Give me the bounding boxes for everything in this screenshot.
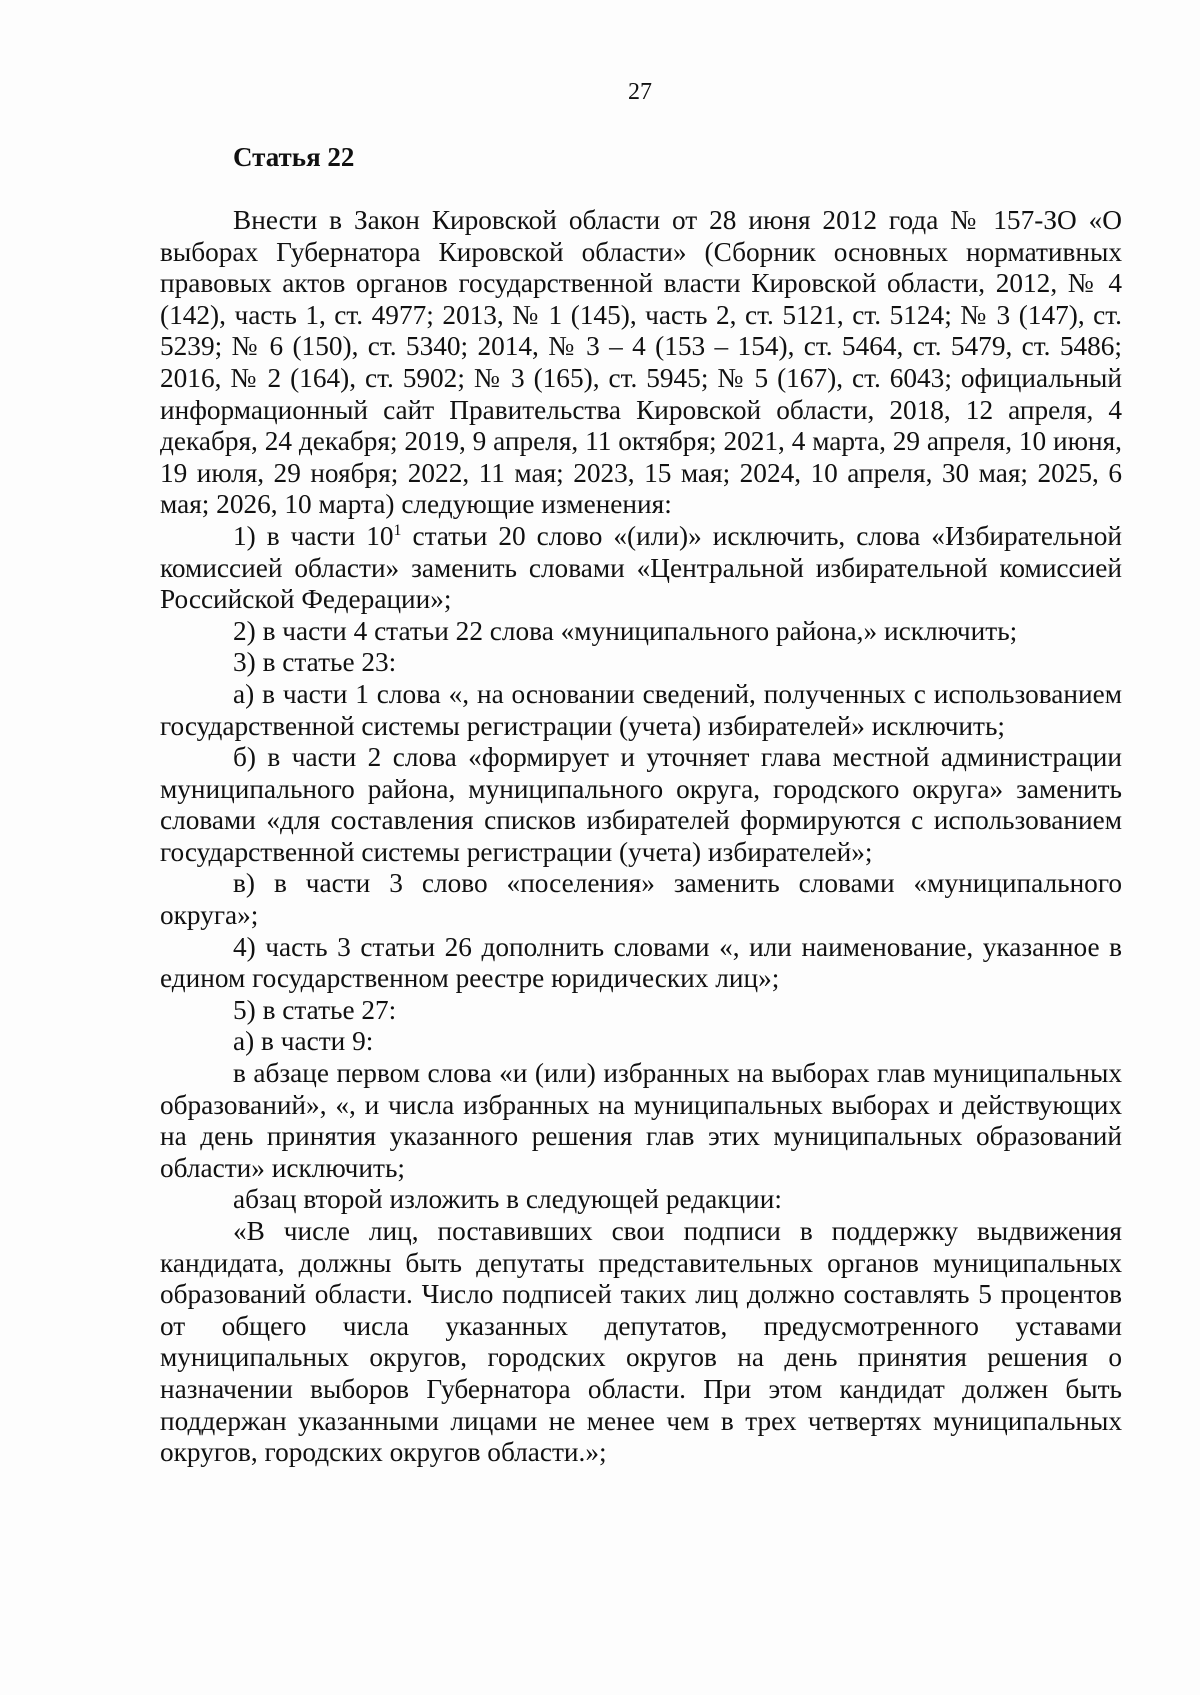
page-number: 27	[628, 79, 652, 105]
article-heading: Статья 22	[233, 142, 355, 172]
amendment-item-5a-paragraph-2: абзац второй изложить в следующей редакции:	[233, 1184, 782, 1215]
amendment-item-3b: б) в части 2 слова «формирует и уточняет глава местной администрации муниципального района, муниципального округа, городского округа» заменить словами «для составления списков избирателей формируются с использованием государственной системы регистрации (учета) избирателей»;	[160, 742, 1122, 867]
amendment-item-5a: а) в части 9:	[233, 1026, 374, 1057]
amendment-item-1	[160, 521, 1122, 616]
amendment-item-3a: а) в части 1 слова «, на основании сведений, полученных с использованием государственной системы регистрации (учета) избирателей» исключить;	[160, 678, 1122, 741]
amendment-item-4: 4) часть 3 статьи 26 дополнить словами «, или наименование, указанное в едином государственном реестре юридических лиц»;	[160, 931, 1122, 994]
superscript: 1	[393, 521, 402, 539]
amendment-item-3: 3) в статье 23:	[233, 647, 397, 678]
amendment-item-5a-paragraph-1: в абзаце первом слова «и (или) избранных на выборах глав муниципальных образований», «, и числа избранных на муниципальных выборах и действующих на день принятия указанного решения глав этих муниципальных образований области» исключить;	[160, 1058, 1122, 1183]
amendment-item-5a-quote: «В числе лиц, поставивших свои подписи в поддержку выдвижения кандидата, должны быть депутаты представительных органов муниципальных образований области. Число подписей таких лиц должно составлять 5 процентов от общего числа указанных депутатов, предусмотренного уставами муниципальных округов, городских округов на день принятия решения о назначении выборов Губернатора области. При этом кандидат должен быть поддержан указанными лицами не менее чем в трех четвертях муниципальных округов, городских округов области.»;	[160, 1216, 1122, 1468]
amendment-item-1-text: 1) в части 10	[233, 520, 394, 551]
amendment-item-2: 2) в части 4 статьи 22 слова «муниципального района,» исключить;	[233, 615, 1018, 646]
intro-paragraph: Внести в Закон Кировской области от 28 июня 2012 года № 157-ЗО «О выборах Губернатора Кировской области» (Сборник основных нормативных правовых актов органов государственной власти Кировской области, 2012, № 4 (142), часть 1, ст. 4977; 2013, № 1 (145), часть 2, ст. 5121, ст. 5124; № 3 (147), ст. 5239; № 6 (150), ст. 5340; 2014, № 3 – 4 (153 – 154), ст. 5464, ст. 5479, ст. 5486; 2016, № 2 (164), ст. 5902; № 3 (165), ст. 5945; № 5 (167), ст. 6043; официальный информационный сайт Правительства Кировской области, 2018, 12 апреля, 4 декабря, 24 декабря; 2019, 9 апреля, 11 октября; 2021, 4 марта, 29 апреля, 10 июня, 19 июля, 29 ноября; 2022, 11 мая; 2023, 15 мая; 2024, 10 апреля, 30 мая; 2025, 6 мая; 2026, 10 марта) следующие изменения:	[160, 205, 1122, 520]
amendment-item-5: 5) в статье 27:	[233, 994, 397, 1025]
amendment-item-3v: в) в части 3 слово «поселения» заменить словами «муниципального округа»;	[160, 868, 1122, 931]
amendment-item-1-rest: статьи 20 слово «(или)» исключить, слова «Избирательной комиссией области» заменить словами «Центральной избирательной комиссией Российской Федерации»;	[160, 520, 1122, 615]
document-body	[160, 205, 1122, 1469]
